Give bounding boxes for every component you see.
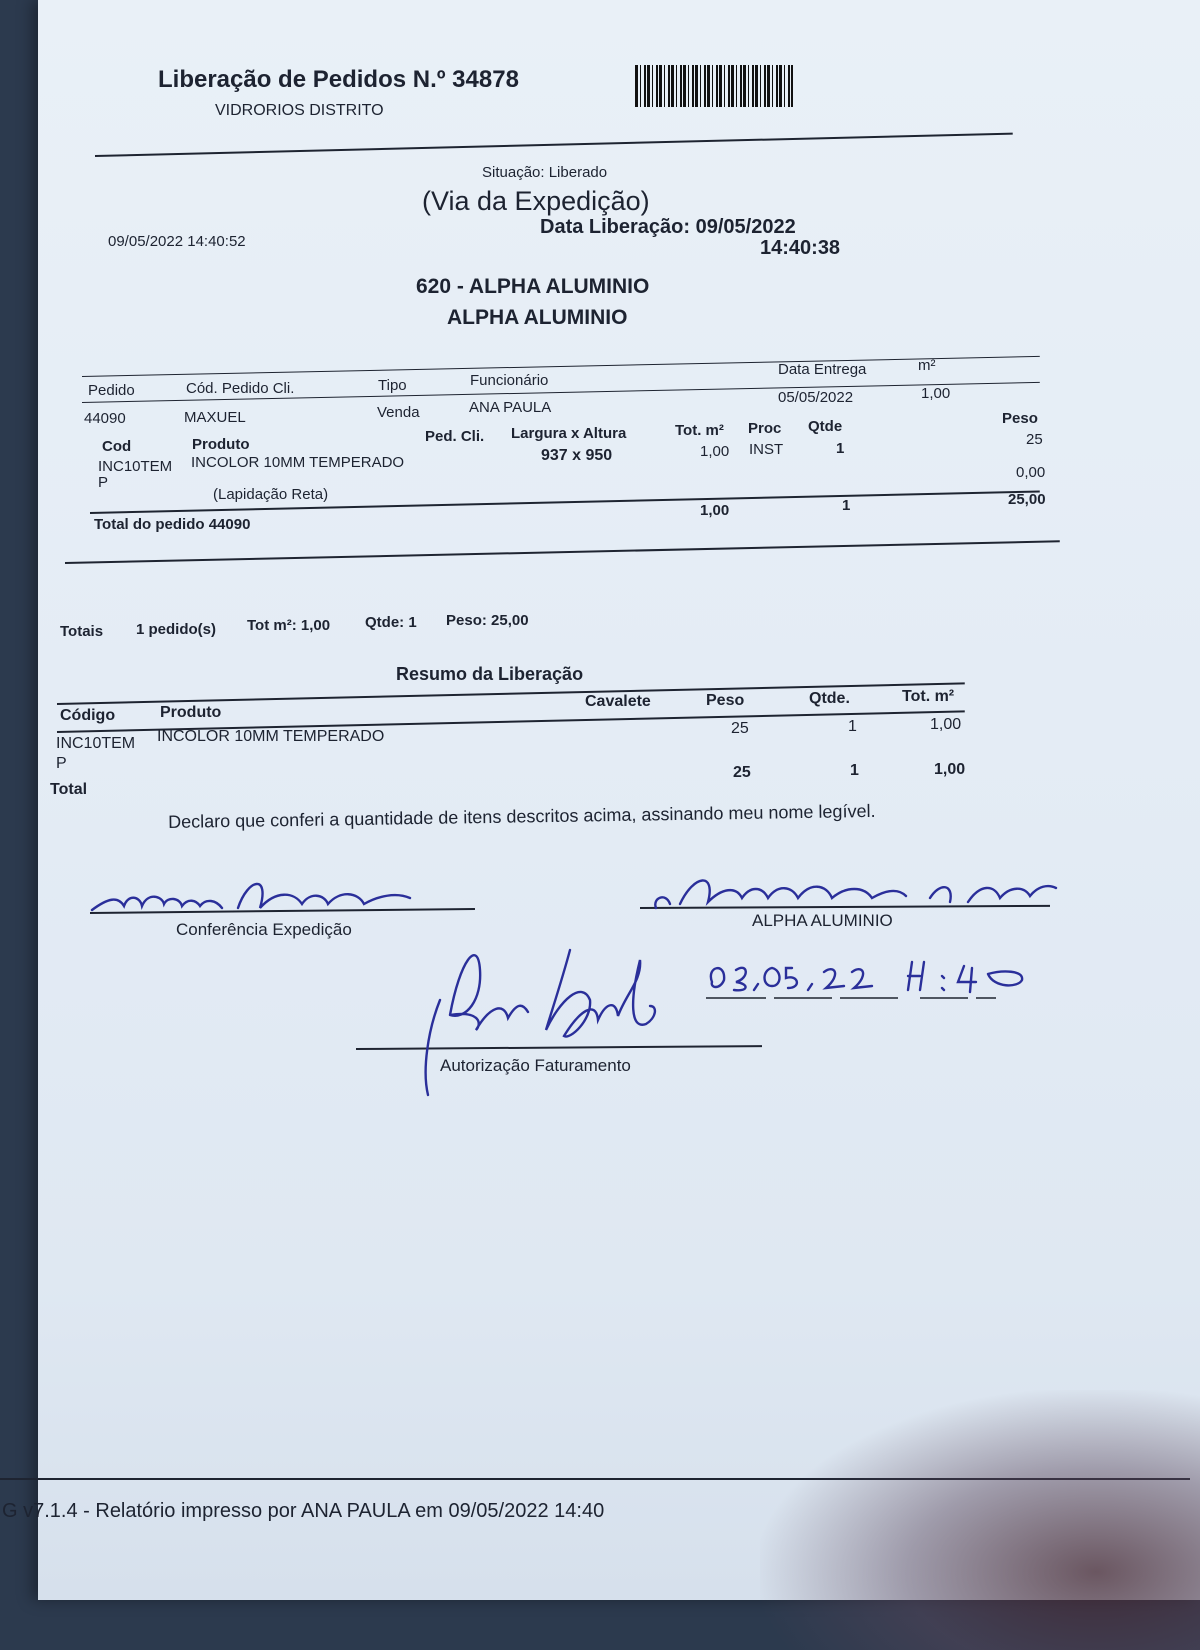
totals-qtde: Qtde: 1: [365, 614, 417, 631]
order-employee: ANA PAULA: [469, 399, 552, 416]
declaration-text: Declaro que conferi a quantidade de itens descritos acima, assinando meu nome legível.: [168, 800, 876, 832]
signature-auth: [420, 940, 690, 1100]
release-time: 14:40:38: [760, 237, 841, 259]
summary-header-cavalete: Cavalete: [585, 693, 651, 710]
client-name: ALPHA ALUMINIO: [447, 306, 628, 329]
item-extra-value: 0,00: [1016, 464, 1046, 481]
item-proc: INST: [749, 441, 784, 458]
col-header-pedido: Pedido: [88, 382, 135, 399]
summary-qtde: 1: [848, 718, 857, 735]
summary-title: Resumo da Liberação: [396, 664, 584, 684]
summary-tot-m2: 1,00: [930, 716, 962, 733]
item-code-line2: P: [98, 474, 109, 491]
summary-total-label: Total: [50, 781, 88, 798]
item-header-tot-m2: Tot. m²: [675, 422, 724, 439]
client-code-name: 620 - ALPHA ALUMINIO: [416, 275, 650, 298]
totals-m2: Tot m²: 1,00: [247, 617, 331, 634]
photo-shadow: [760, 1390, 1200, 1650]
company-name: VIDRORIOS DISTRITO: [215, 102, 384, 119]
item-qtde: 1: [836, 440, 845, 457]
signature-label-auth: Autorização Faturamento: [440, 1056, 631, 1075]
release-date: Data Liberação: 09/05/2022: [540, 216, 796, 238]
item-header-produto: Produto: [192, 436, 250, 453]
summary-total-qtde: 1: [850, 762, 859, 779]
item-header-peso: Peso: [1002, 410, 1038, 427]
document-title: Liberação de Pedidos N.º 34878: [158, 66, 519, 93]
order-m2: 1,00: [921, 385, 951, 402]
col-header-data-entrega: Data Entrega: [778, 361, 867, 378]
barcode: [635, 65, 793, 107]
col-header-funcionario: Funcionário: [470, 372, 549, 389]
order-client-code: MAXUEL: [184, 409, 246, 426]
summary-total-peso: 25: [733, 764, 751, 781]
summary-header-peso: Peso: [706, 692, 745, 709]
item-code-line1: INC10TEM: [98, 458, 173, 475]
signature-label-expedicao: Conferência Expedição: [176, 920, 352, 939]
summary-header-qtde: Qtde.: [809, 690, 850, 707]
item-header-qtde: Qtde: [808, 418, 843, 435]
signature-label-client: ALPHA ALUMINIO: [752, 911, 893, 930]
item-product: INCOLOR 10MM TEMPERADO: [191, 454, 405, 471]
totals-peso: Peso: 25,00: [446, 612, 529, 629]
order-total-label: Total do pedido 44090: [94, 516, 251, 533]
summary-code-line1: INC10TEM: [56, 735, 136, 752]
item-dimensions: 937 x 950: [541, 447, 613, 464]
summary-total-tot-m2: 1,00: [934, 761, 966, 778]
summary-peso: 25: [731, 720, 749, 737]
col-header-cod-pedido-cli: Cód. Pedido Cli.: [186, 380, 295, 397]
order-type: Venda: [377, 404, 420, 421]
col-header-m2: m²: [918, 357, 936, 374]
summary-product: INCOLOR 10MM TEMPERADO: [157, 728, 385, 745]
order-total-peso: 25,00: [1008, 491, 1046, 508]
summary-code-line2: P: [56, 755, 67, 772]
print-datetime: 09/05/2022 14:40:52: [108, 233, 246, 250]
situation-label: Situação: Liberado: [482, 164, 608, 181]
signature-expedicao: [88, 868, 428, 918]
totals-orders: 1 pedido(s): [136, 621, 217, 638]
order-total-qtde: 1: [842, 497, 851, 514]
col-header-tipo: Tipo: [378, 377, 407, 394]
item-header-ped-cli: Ped. Cli.: [425, 428, 485, 445]
handwritten-date: [706, 948, 1056, 1003]
summary-header-codigo: Código: [60, 707, 116, 724]
item-header-dimensions: Largura x Altura: [511, 425, 627, 442]
summary-header-tot-m2: Tot. m²: [902, 688, 955, 705]
via-label: (Via da Expedição): [422, 186, 650, 216]
item-header-proc: Proc: [748, 420, 782, 437]
item-note: (Lapidação Reta): [213, 486, 329, 503]
item-header-cod: Cod: [102, 438, 132, 455]
item-tot-m2: 1,00: [700, 443, 730, 460]
footer-text: G v7.1.4 - Relatório impresso por ANA PAULA em 09/05/2022 14:40: [2, 1500, 605, 1522]
item-peso: 25: [1026, 431, 1043, 448]
order-delivery-date: 05/05/2022: [778, 389, 854, 406]
summary-header-produto: Produto: [160, 704, 222, 721]
totals-label: Totais: [60, 623, 104, 640]
order-number: 44090: [84, 410, 126, 427]
order-total-m2: 1,00: [700, 502, 730, 519]
